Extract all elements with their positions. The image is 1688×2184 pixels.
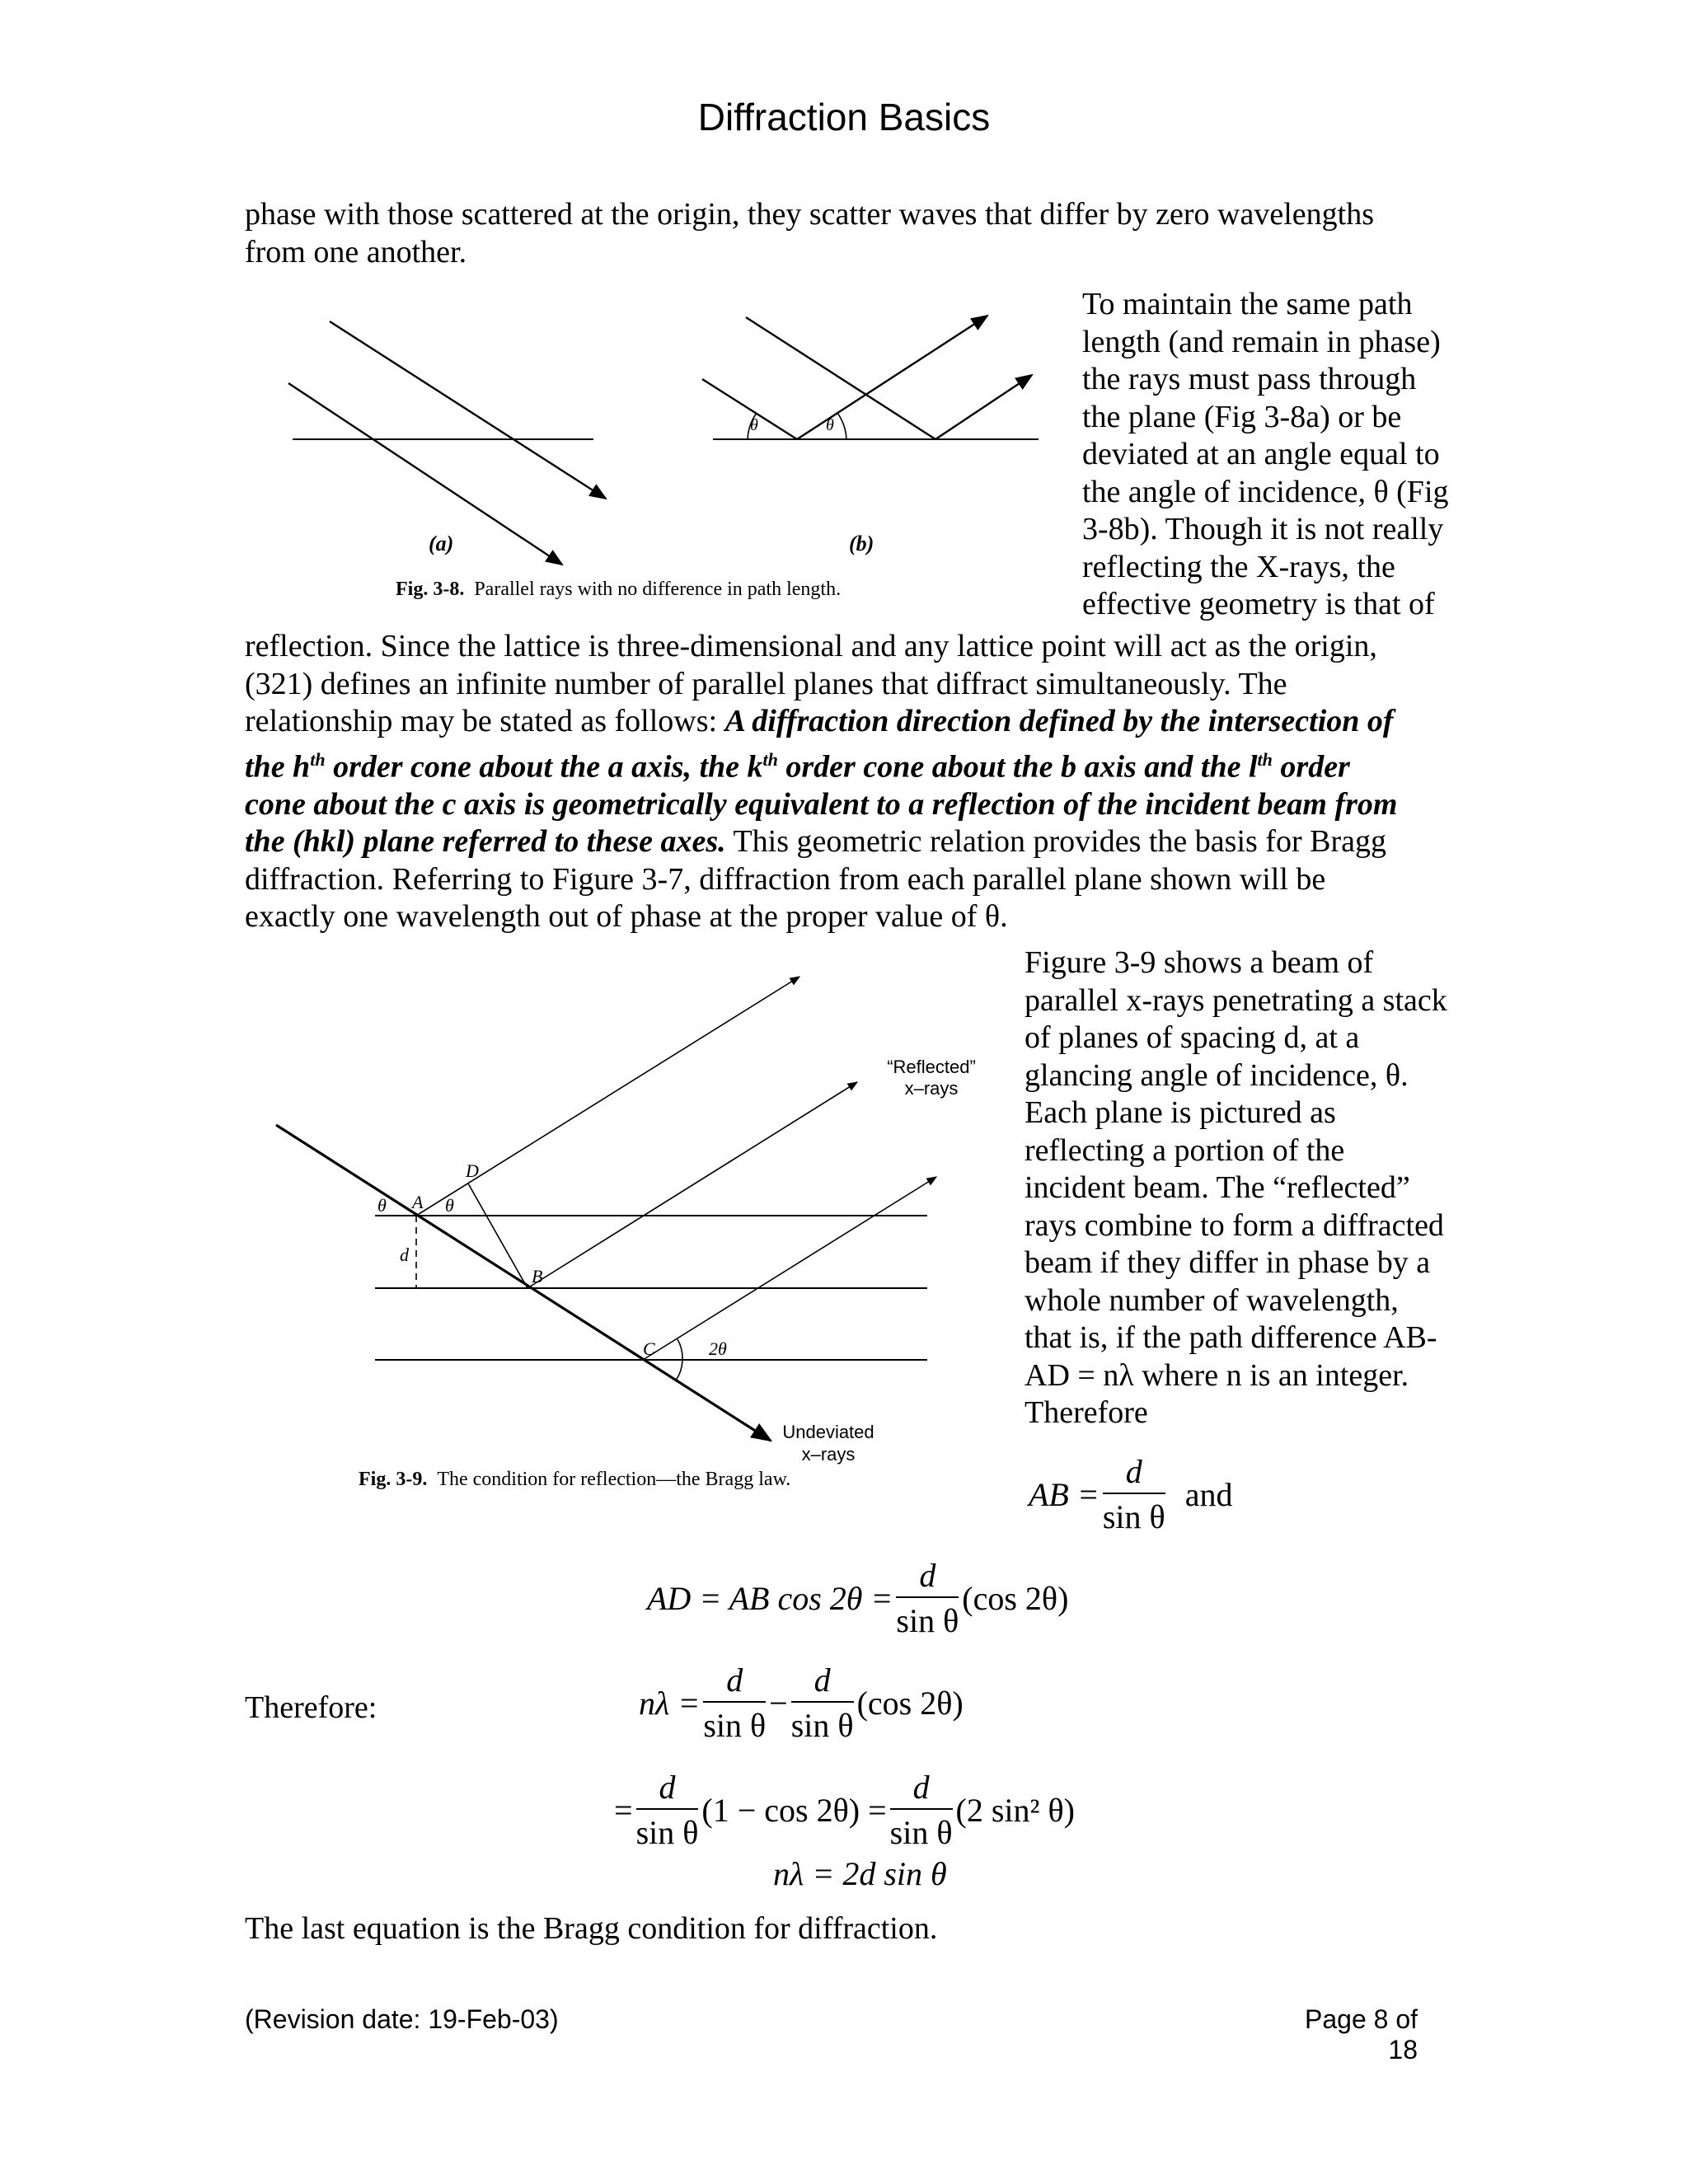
conclusion-text: The last equation is the Bragg condition for diffraction. [245, 1911, 938, 1946]
text-line: length (and remain in phase) [1082, 324, 1441, 359]
ray-line [330, 321, 606, 499]
text-line: from one another. [245, 234, 467, 269]
equation-nl [639, 1661, 964, 1745]
text-line: exactly one wavelength out of phase at the proper value of θ. [245, 899, 1008, 935]
point-d-label: D [466, 1160, 479, 1181]
theta-label: θ [826, 416, 834, 434]
eq-text: AB = [1029, 1475, 1100, 1513]
ray-line [935, 375, 1032, 439]
text-line: (321) defines an infinite number of parallel planes that diffract simultaneously. The [245, 666, 1287, 701]
text-line: of planes of spacing d, at a [1025, 1020, 1360, 1055]
denominator: sin θ [889, 1814, 953, 1851]
text-line: 3-8b). Though it is not really [1082, 512, 1444, 546]
point-a-label: A [412, 1192, 424, 1212]
text-span: relationship may be stated as follows: [245, 704, 725, 738]
eq-text: nλ = [639, 1684, 701, 1722]
text-span: order cone about the a axis, the k [325, 749, 763, 785]
eq-text: (1 − cos 2θ) = [701, 1791, 887, 1829]
text-line [245, 823, 1531, 861]
text-line: AD = nλ where n is an integer. [1025, 1357, 1409, 1393]
emphasis-text: the (hkl) plane referred to these axes. [245, 824, 726, 860]
theta-label: θ [377, 1195, 387, 1216]
text-line: Therefore [1025, 1395, 1148, 1430]
numerator: d [791, 1661, 854, 1703]
reflected-ray [643, 1177, 936, 1360]
d-label: d [400, 1244, 409, 1265]
fraction [636, 1768, 699, 1852]
text-span: order [1272, 749, 1350, 785]
text-line: the rays must pass through [1082, 362, 1417, 396]
fraction [703, 1661, 766, 1745]
page-title: Diffraction Basics [697, 96, 991, 138]
two-theta-label: 2θ [709, 1338, 727, 1359]
eq-text: (2 sin² θ) [955, 1791, 1075, 1829]
numerator: d [890, 1768, 953, 1810]
text-line: cone about the c axis is geometrically equivalent to a reflection of the incident beam from [245, 786, 1398, 822]
text-line: reflection. Since the lattice is three-dimensional and any lattice point will act as the origin, [245, 629, 1377, 663]
label-b: (b) [849, 532, 874, 555]
text-line: Figure 3-9 shows a beam of [1025, 945, 1374, 980]
page-number: Page 8 of 18 [1305, 2004, 1418, 2064]
text-line [245, 741, 1531, 786]
numerator: d [703, 1661, 766, 1703]
figure-3-8 [272, 297, 1080, 618]
eq-text: (cos 2θ) [962, 1579, 1069, 1617]
point-b-label: B [532, 1266, 543, 1286]
denominator: sin θ [1102, 1498, 1165, 1535]
text-span: This geometric relation provides the basis for Bragg [725, 824, 1386, 860]
denominator: sin θ [703, 1707, 767, 1744]
angle-arc [837, 413, 846, 439]
text-line: phase with those scattered at the origin, they scatter waves that differ by zero wavelengths [245, 197, 1374, 232]
theta-label: θ [445, 1195, 454, 1216]
text-line: glancing angle of incidence, θ. [1025, 1057, 1409, 1093]
ray-line [288, 383, 562, 565]
main-paragraph [245, 628, 1531, 936]
numerator: d [636, 1768, 699, 1810]
text-line: whole number of wavelength, [1025, 1282, 1399, 1318]
figure-3-9 [256, 964, 997, 1475]
fraction [896, 1556, 959, 1640]
text-line: beam if they differ in phase by a [1025, 1245, 1431, 1280]
undeviated-label: Undeviated [782, 1422, 874, 1442]
eq-text: − [769, 1684, 788, 1722]
text-line: diffraction. Referring to Figure 3-7, diffraction from each parallel plane shown will be [245, 861, 1326, 897]
denominator: sin θ [790, 1707, 854, 1744]
incident-ray [276, 1125, 771, 1441]
side-text-fig38 [1082, 286, 1511, 624]
figure-3-9-caption [359, 1469, 790, 1491]
text-span: the h [245, 749, 311, 785]
emphasis-text: A diffraction direction defined by the intersection of [724, 704, 1394, 738]
label-a: (a) [429, 532, 454, 555]
theta-label: θ [750, 416, 758, 434]
path-segment [468, 1183, 528, 1288]
text-line: effective geometry is that of [1082, 587, 1435, 621]
figure-3-8-caption [396, 579, 841, 601]
bragg-equation: nλ = 2d sin θ [773, 1855, 947, 1892]
equation-expansion [614, 1768, 1075, 1852]
caption-text: Parallel rays with no difference in path length. [474, 579, 842, 600]
denominator: sin θ [635, 1814, 699, 1851]
text-line: parallel x-rays penetrating a stack [1025, 982, 1447, 1018]
text-span: order cone about the b axis and the l [777, 749, 1258, 785]
caption-number: Fig. 3-8. [396, 579, 465, 600]
undeviated-label: x–rays [801, 1444, 856, 1465]
equation-ab [1029, 1452, 1232, 1536]
text-line: the plane (Fig 3-8a) or be [1082, 399, 1402, 434]
text-line: that is, if the path difference AB- [1025, 1320, 1437, 1355]
eq-text: and [1184, 1475, 1233, 1513]
superscript: th [762, 748, 778, 770]
fraction [890, 1768, 953, 1852]
therefore-label: Therefore: [245, 1690, 377, 1725]
equation-ad [647, 1556, 1068, 1640]
fraction [1103, 1452, 1165, 1536]
superscript: th [310, 748, 326, 770]
eq-text: AD = AB cos 2θ = [647, 1579, 893, 1617]
text-line: Each plane is pictured as [1025, 1095, 1336, 1130]
denominator: sin θ [896, 1602, 959, 1639]
superscript: th [1257, 748, 1273, 770]
text-line: rays combine to form a diffracted [1025, 1207, 1444, 1243]
reflected-label: “Reflected” [887, 1057, 976, 1077]
text-line: deviated at an angle equal to [1082, 437, 1440, 471]
eq-text: = [614, 1791, 633, 1829]
text-line: reflecting a portion of the [1025, 1132, 1345, 1168]
numerator: d [1103, 1452, 1165, 1494]
numerator: d [896, 1556, 959, 1598]
text-line: incident beam. The “reflected” [1025, 1170, 1410, 1205]
intro-paragraph [245, 196, 1481, 271]
fraction [791, 1661, 854, 1745]
text-line [245, 703, 1531, 741]
caption-text: The condition for reflection—the Bragg law. [437, 1469, 791, 1490]
point-c-label: C [643, 1338, 655, 1359]
text-line: the angle of incidence, θ (Fig [1082, 474, 1449, 509]
ray-line [746, 317, 935, 439]
reflected-label: x–rays [904, 1078, 959, 1099]
eq-text: (cos 2θ) [856, 1684, 964, 1722]
text-line: reflecting the X-rays, the [1082, 549, 1395, 584]
caption-number: Fig. 3-9. [359, 1469, 428, 1490]
text-line: To maintain the same path [1082, 287, 1413, 321]
revision-date: (Revision date: 19-Feb-03) [245, 2004, 559, 2034]
side-text-fig39 [1025, 944, 1519, 1432]
